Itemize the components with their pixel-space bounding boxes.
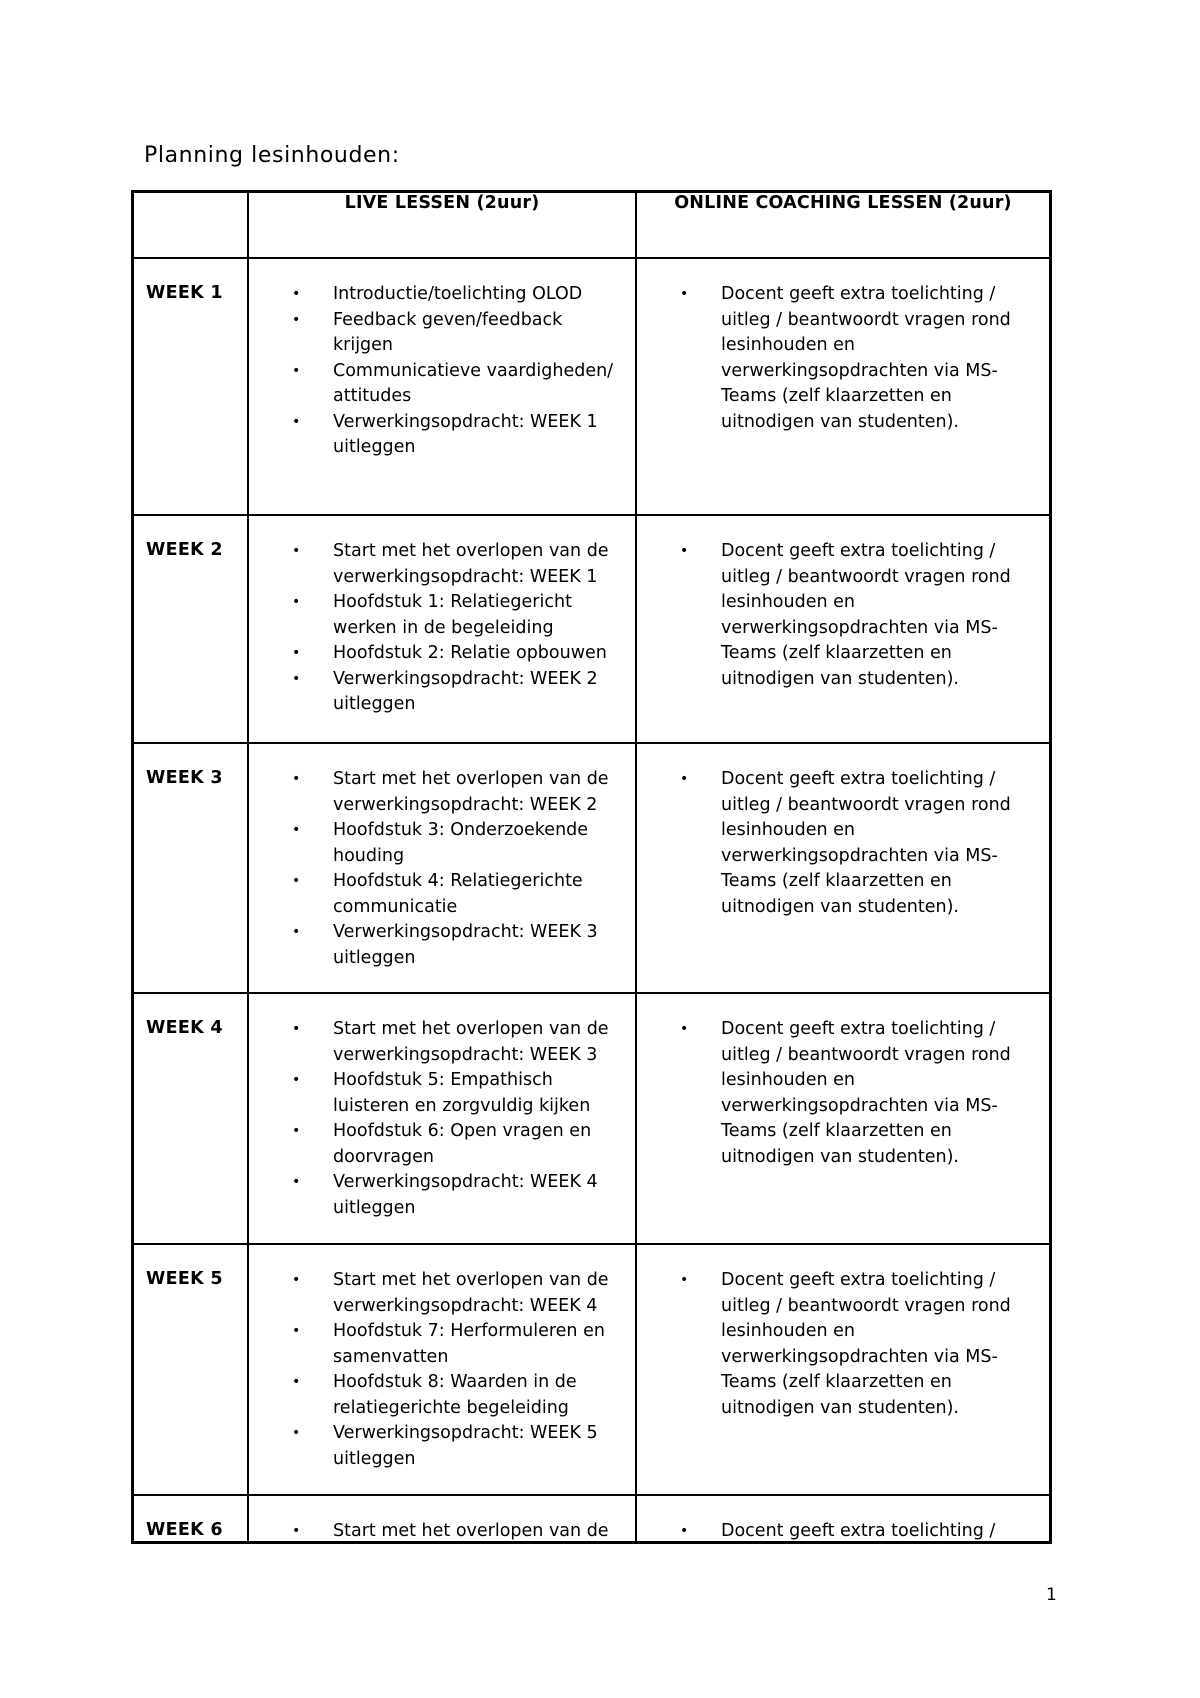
online-coaching-cell xyxy=(636,743,1049,993)
list-item: • Start met het overlopen van de xyxy=(333,1519,625,1544)
table-row xyxy=(134,743,1049,993)
list-item: • Start met het overlopen van de verwerkingsopdracht: WEEK 1 xyxy=(333,539,625,590)
live-lessons-cell xyxy=(248,743,636,993)
list-item: • Hoofdstuk 8: Waarden in de relatiegerichte begeleiding xyxy=(333,1370,625,1421)
online-item-list xyxy=(637,1245,1049,1421)
online-item-list xyxy=(637,994,1049,1170)
week-cell xyxy=(134,743,248,993)
list-item: • Communicatieve vaardigheden/ attitudes xyxy=(333,359,625,410)
list-item: • Docent geeft extra toelichting / uitleg / beantwoordt vragen rond lesinhouden en verwerkingsopdrachten via MS-Teams (zelf klaarzetten en uitnodigen van studenten). xyxy=(721,282,1035,435)
week-cell xyxy=(134,258,248,515)
week-label: WEEK 1 xyxy=(146,283,223,303)
list-item: • Start met het overlopen van de verwerkingsopdracht: WEEK 2 xyxy=(333,767,625,818)
live-item-list xyxy=(249,994,635,1221)
table-row xyxy=(134,1495,1049,1544)
list-item: • Introductie/toelichting OLOD xyxy=(333,282,625,308)
table-header-row xyxy=(134,193,1049,258)
table-row xyxy=(134,258,1049,515)
live-item-list xyxy=(249,744,635,971)
live-lessons-cell xyxy=(248,515,636,743)
header-week xyxy=(134,193,248,258)
online-coaching-cell xyxy=(636,1244,1049,1495)
online-coaching-cell xyxy=(636,515,1049,743)
list-item: • Verwerkingsopdracht: WEEK 1 uitleggen xyxy=(333,410,625,461)
list-item: • Docent geeft extra toelichting / uitleg / beantwoordt vragen rond lesinhouden en verwerkingsopdrachten via MS-Teams (zelf klaarzetten en uitnodigen van studenten). xyxy=(721,539,1035,692)
live-lessons-cell xyxy=(248,993,636,1244)
online-item-list xyxy=(637,259,1049,435)
list-item: • Hoofdstuk 6: Open vragen en doorvragen xyxy=(333,1119,625,1170)
live-lessons-cell xyxy=(248,1244,636,1495)
list-item: • Hoofdstuk 3: Onderzoekende houding xyxy=(333,818,625,869)
list-item: • Hoofdstuk 1: Relatiegericht werken in de begeleiding xyxy=(333,590,625,641)
list-item: • Hoofdstuk 5: Empathisch luisteren en zorgvuldig kijken xyxy=(333,1068,625,1119)
planning-table-container xyxy=(131,190,1052,1544)
list-item: • Start met het overlopen van de verwerkingsopdracht: WEEK 3 xyxy=(333,1017,625,1068)
page-number: 1 xyxy=(1046,1585,1057,1605)
online-item-list xyxy=(637,1496,1049,1544)
page-title: Planning lesinhouden: xyxy=(144,143,400,168)
live-item-list xyxy=(249,516,635,718)
planning-table xyxy=(134,193,1049,1544)
list-item: • Start met het overlopen van de verwerkingsopdracht: WEEK 4 xyxy=(333,1268,625,1319)
header-live-lessons: LIVE LESSEN (2uur) xyxy=(248,193,636,258)
online-coaching-cell xyxy=(636,1495,1049,1544)
online-coaching-cell xyxy=(636,258,1049,515)
live-item-list xyxy=(249,1496,635,1544)
week-label: WEEK 4 xyxy=(146,1018,223,1038)
header-online-coaching: ONLINE COACHING LESSEN (2uur) xyxy=(636,193,1049,258)
list-item: • Docent geeft extra toelichting / uitleg / beantwoordt vragen rond lesinhouden en verwerkingsopdrachten via MS-Teams (zelf klaarzetten en uitnodigen van studenten). xyxy=(721,767,1035,920)
table-row xyxy=(134,515,1049,743)
table-row xyxy=(134,1244,1049,1495)
online-item-list xyxy=(637,516,1049,692)
list-item: • Verwerkingsopdracht: WEEK 3 uitleggen xyxy=(333,920,625,971)
list-item: • Verwerkingsopdracht: WEEK 5 uitleggen xyxy=(333,1421,625,1472)
online-item-list xyxy=(637,744,1049,920)
list-item: • Hoofdstuk 2: Relatie opbouwen xyxy=(333,641,625,667)
week-cell xyxy=(134,1244,248,1495)
online-coaching-cell xyxy=(636,993,1049,1244)
week-label: WEEK 5 xyxy=(146,1269,223,1289)
list-item: • Verwerkingsopdracht: WEEK 2 uitleggen xyxy=(333,667,625,718)
week-cell xyxy=(134,515,248,743)
list-item: • Docent geeft extra toelichting / uitleg / beantwoordt vragen rond lesinhouden en verwerkingsopdrachten via MS-Teams (zelf klaarzetten en uitnodigen van studenten). xyxy=(721,1268,1035,1421)
week-cell xyxy=(134,1495,248,1544)
live-lessons-cell xyxy=(248,1495,636,1544)
list-item: • Docent geeft extra toelichting / uitleg / beantwoordt vragen rond lesinhouden en verwerkingsopdrachten via MS-Teams (zelf klaarzetten en uitnodigen van studenten). xyxy=(721,1017,1035,1170)
live-item-list xyxy=(249,259,635,461)
table-row xyxy=(134,993,1049,1244)
list-item: • Hoofdstuk 4: Relatiegerichte communicatie xyxy=(333,869,625,920)
week-label: WEEK 3 xyxy=(146,768,223,788)
week-label: WEEK 2 xyxy=(146,540,223,560)
week-label: WEEK 6 xyxy=(146,1520,223,1540)
list-item: • Feedback geven/feedback krijgen xyxy=(333,308,625,359)
list-item: • Docent geeft extra toelichting / xyxy=(721,1519,1035,1544)
live-item-list xyxy=(249,1245,635,1472)
list-item: • Verwerkingsopdracht: WEEK 4 uitleggen xyxy=(333,1170,625,1221)
list-item: • Hoofdstuk 7: Herformuleren en samenvatten xyxy=(333,1319,625,1370)
week-cell xyxy=(134,993,248,1244)
live-lessons-cell xyxy=(248,258,636,515)
